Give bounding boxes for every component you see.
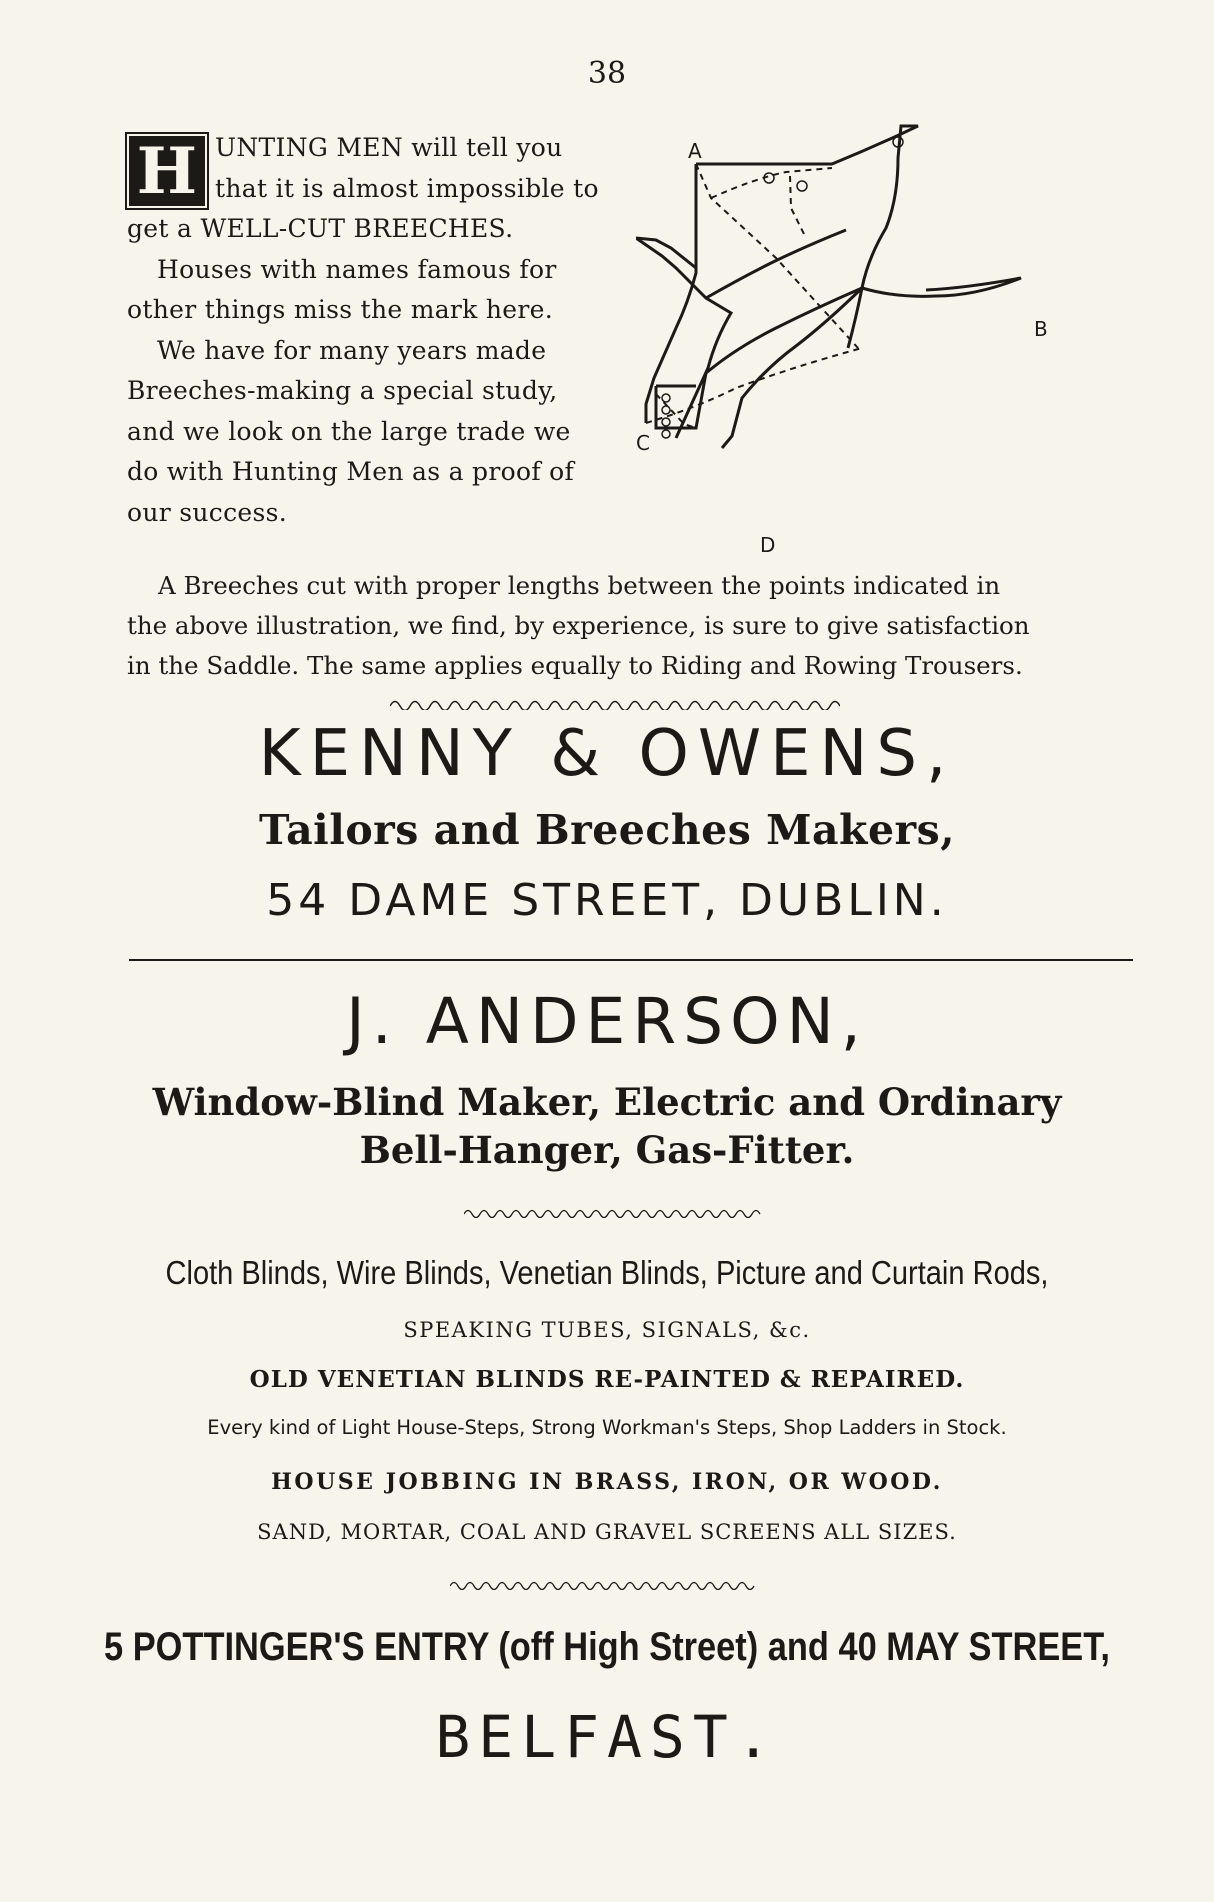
intro-line: We have for many years made — [157, 335, 547, 365]
intro-line: our success. — [127, 497, 287, 527]
intro-line: Houses with names famous for — [157, 254, 557, 284]
point-label-b: B — [1034, 317, 1048, 341]
intro-line: other things miss the mark here. — [127, 295, 553, 324]
page-number: 38 — [587, 56, 627, 91]
breeches-diagram — [636, 118, 1136, 558]
point-label-a: A — [688, 139, 702, 163]
kenny-owens-trade: Tailors and Breeches Makers, — [259, 806, 955, 854]
intro-line: Breeches-making a special study, — [127, 376, 558, 405]
kenny-owens-firm-name: KENNY & OWENS, — [258, 717, 956, 791]
caption-line: the above illustration, we find, by experience, is sure to give satisfaction — [127, 611, 1030, 640]
anderson-trade-line-1: Window-Blind Maker, Electric and Ordinary — [152, 1080, 1062, 1124]
point-label-c: C — [636, 431, 650, 455]
wavy-ornament — [450, 1578, 760, 1590]
anderson-city: BELFAST. — [435, 1703, 779, 1771]
caption-line: A Breeches cut with proper lengths between the points indicated in — [158, 571, 1001, 600]
kenny-owens-address: 54 DAME STREET, DUBLIN. — [266, 875, 948, 926]
anderson-speaking-tubes: SPEAKING TUBES, SIGNALS, &c. — [403, 1318, 811, 1342]
anderson-screens: SAND, MORTAR, COAL AND GRAVEL SCREENS ALL SIZES. — [257, 1520, 957, 1544]
intro-line: that it is almost impossible to — [215, 173, 599, 203]
caption-line: in the Saddle. The same applies equally to Riding and Rowing Trousers. — [127, 651, 1023, 680]
intro-line: and we look on the large trade we — [127, 416, 571, 446]
anderson-trade-line-2: Bell-Hanger, Gas-Fitter. — [359, 1128, 855, 1172]
point-label-d: D — [760, 533, 776, 557]
intro-line: get a WELL-CUT BREECHES. — [127, 214, 514, 243]
anderson-goods-list: Cloth Blinds, Wire Blinds, Venetian Blinds, Picture and Curtain Rods, — [165, 1254, 1049, 1291]
intro-line: UNTING MEN will tell you — [215, 133, 563, 162]
hunting-men-paragraph — [127, 128, 647, 533]
wavy-ornament — [464, 1206, 764, 1218]
breeches-illustration — [636, 118, 1136, 558]
intro-line: do with Hunting Men as a proof of — [127, 457, 575, 486]
anderson-house-jobbing: HOUSE JOBBING IN BRASS, IRON, OR WOOD. — [271, 1469, 943, 1495]
wavy-ornament — [390, 696, 840, 710]
section-divider — [129, 959, 1133, 961]
breeches-caption — [127, 566, 1137, 686]
anderson-address: 5 POTTINGER'S ENTRY (off High Street) and 40 MAY STREET, — [104, 1625, 1110, 1669]
ornamental-drop-cap: H — [127, 134, 207, 208]
anderson-firm-name: J. ANDERSON, — [346, 985, 868, 1058]
anderson-repainting: OLD VENETIAN BLINDS RE-PAINTED & REPAIRED. — [249, 1366, 965, 1393]
anderson-steps-ladders: Every kind of Light House-Steps, Strong Workman's Steps, Shop Ladders in Stock. — [207, 1416, 1007, 1439]
